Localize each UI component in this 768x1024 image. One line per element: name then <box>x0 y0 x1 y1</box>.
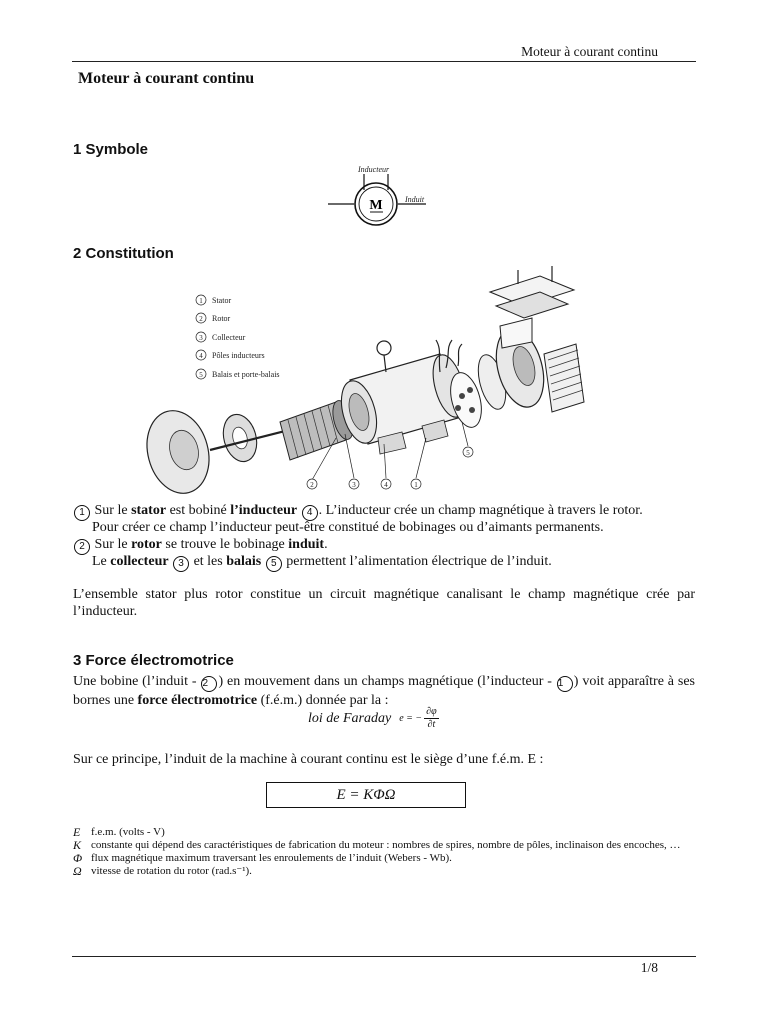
legend-row: E f.e.m. (volts - V) <box>73 825 165 839</box>
legend-row: Φ flux magnétique maximum traversant les enroulements de l’induit (Webers - Wb). <box>73 851 452 865</box>
fem-paragraph-2: Sur ce principe, l’induit de la machine à courant continu est le siège d’une f.é.m. E : <box>73 752 544 767</box>
section-title-constitution: 2 Constitution <box>73 245 174 262</box>
header-rule <box>72 61 696 62</box>
figure-legend <box>196 295 280 379</box>
motor-symbol-diagram <box>328 160 438 232</box>
legend-rotor: Rotor <box>212 314 231 323</box>
faraday-law <box>308 706 439 731</box>
circled-number: 2 <box>74 539 90 555</box>
legend-row: K constante qui dépend des caractéristiques de fabrication du moteur : nombres de spires, nombre de pôles, inclinaison des encoches, … <box>73 838 681 852</box>
circled-number: 4 <box>302 505 318 521</box>
svg-text:4: 4 <box>384 481 388 489</box>
constitution-paragraph-2: L’ensemble stator plus rotor constitue un circuit magnétique canalisant le champ magnétique crée par l’inducteur. <box>73 587 695 619</box>
svg-text:3: 3 <box>199 334 203 342</box>
legend-stator: Stator <box>212 296 232 305</box>
fan-cover <box>544 344 584 412</box>
legend-balais: Balais et porte-balais <box>212 370 280 379</box>
legend-row: Ω vitesse de rotation du rotor (rad.s⁻¹). <box>73 864 252 878</box>
svg-text:1: 1 <box>414 481 418 489</box>
faraday-label: loi de Faraday <box>308 710 392 726</box>
circled-number: 5 <box>266 556 282 572</box>
faraday-fraction <box>424 706 438 731</box>
circled-number: 3 <box>173 556 189 572</box>
motor-exploded-view <box>140 262 600 498</box>
symbol-letter: M <box>369 198 383 213</box>
svg-text:2: 2 <box>199 315 203 323</box>
induit-label: Induit <box>405 195 425 204</box>
document-title: Moteur à courant continu <box>78 70 255 87</box>
svg-text:4: 4 <box>199 352 203 360</box>
legend-collecteur: Collecteur <box>212 333 246 342</box>
legend-poles: Pôles inducteurs <box>212 351 265 360</box>
svg-text:2: 2 <box>310 481 314 489</box>
page-number: 1/8 <box>640 960 658 975</box>
constitution-paragraph-1: 1 Sur le stator est bobiné l’inducteur 4 . L’inducteur crée un champ magnétique à travers le rotor. Pour créer ce champ l’inducteur peut-être constitué de bobinages ou d’aimants permanents. 2 Sur le rotor se trouve le bobinage induit. Le collecteur 3 et les balais 5 permettent l’alimentation électrique de l’induit. <box>73 502 695 570</box>
circled-number: 1 <box>74 505 90 521</box>
fem-formula-box: E = KΦΩ <box>266 782 466 808</box>
section-title-symbole: 1 Symbole <box>73 141 149 158</box>
svg-text:5: 5 <box>199 371 203 379</box>
svg-text:5: 5 <box>466 449 470 457</box>
section-title-fem: 3 Force électromotrice <box>73 652 234 669</box>
faraday-denominator: ∂t <box>427 719 436 730</box>
terminal-box <box>490 266 574 348</box>
stator-frame <box>335 341 471 454</box>
svg-text:3: 3 <box>352 481 356 489</box>
faraday-lhs: e = − <box>399 713 423 724</box>
formula-legend <box>73 826 698 878</box>
fem-paragraph-1: Une bobine (l’induit - 2 ) en mouvement dans un champs magnétique (l’inducteur - 1 ) voit apparaître à ses bornes une force électromotrice (f.é.m.) donnée par la : <box>73 674 695 708</box>
running-header: Moteur à courant continu <box>521 44 658 59</box>
faraday-numerator: ∂φ <box>426 706 437 717</box>
end-shield-left <box>140 404 218 498</box>
svg-text:1: 1 <box>199 297 203 305</box>
footer-rule <box>72 956 696 957</box>
inducteur-label: Inducteur <box>358 165 390 174</box>
